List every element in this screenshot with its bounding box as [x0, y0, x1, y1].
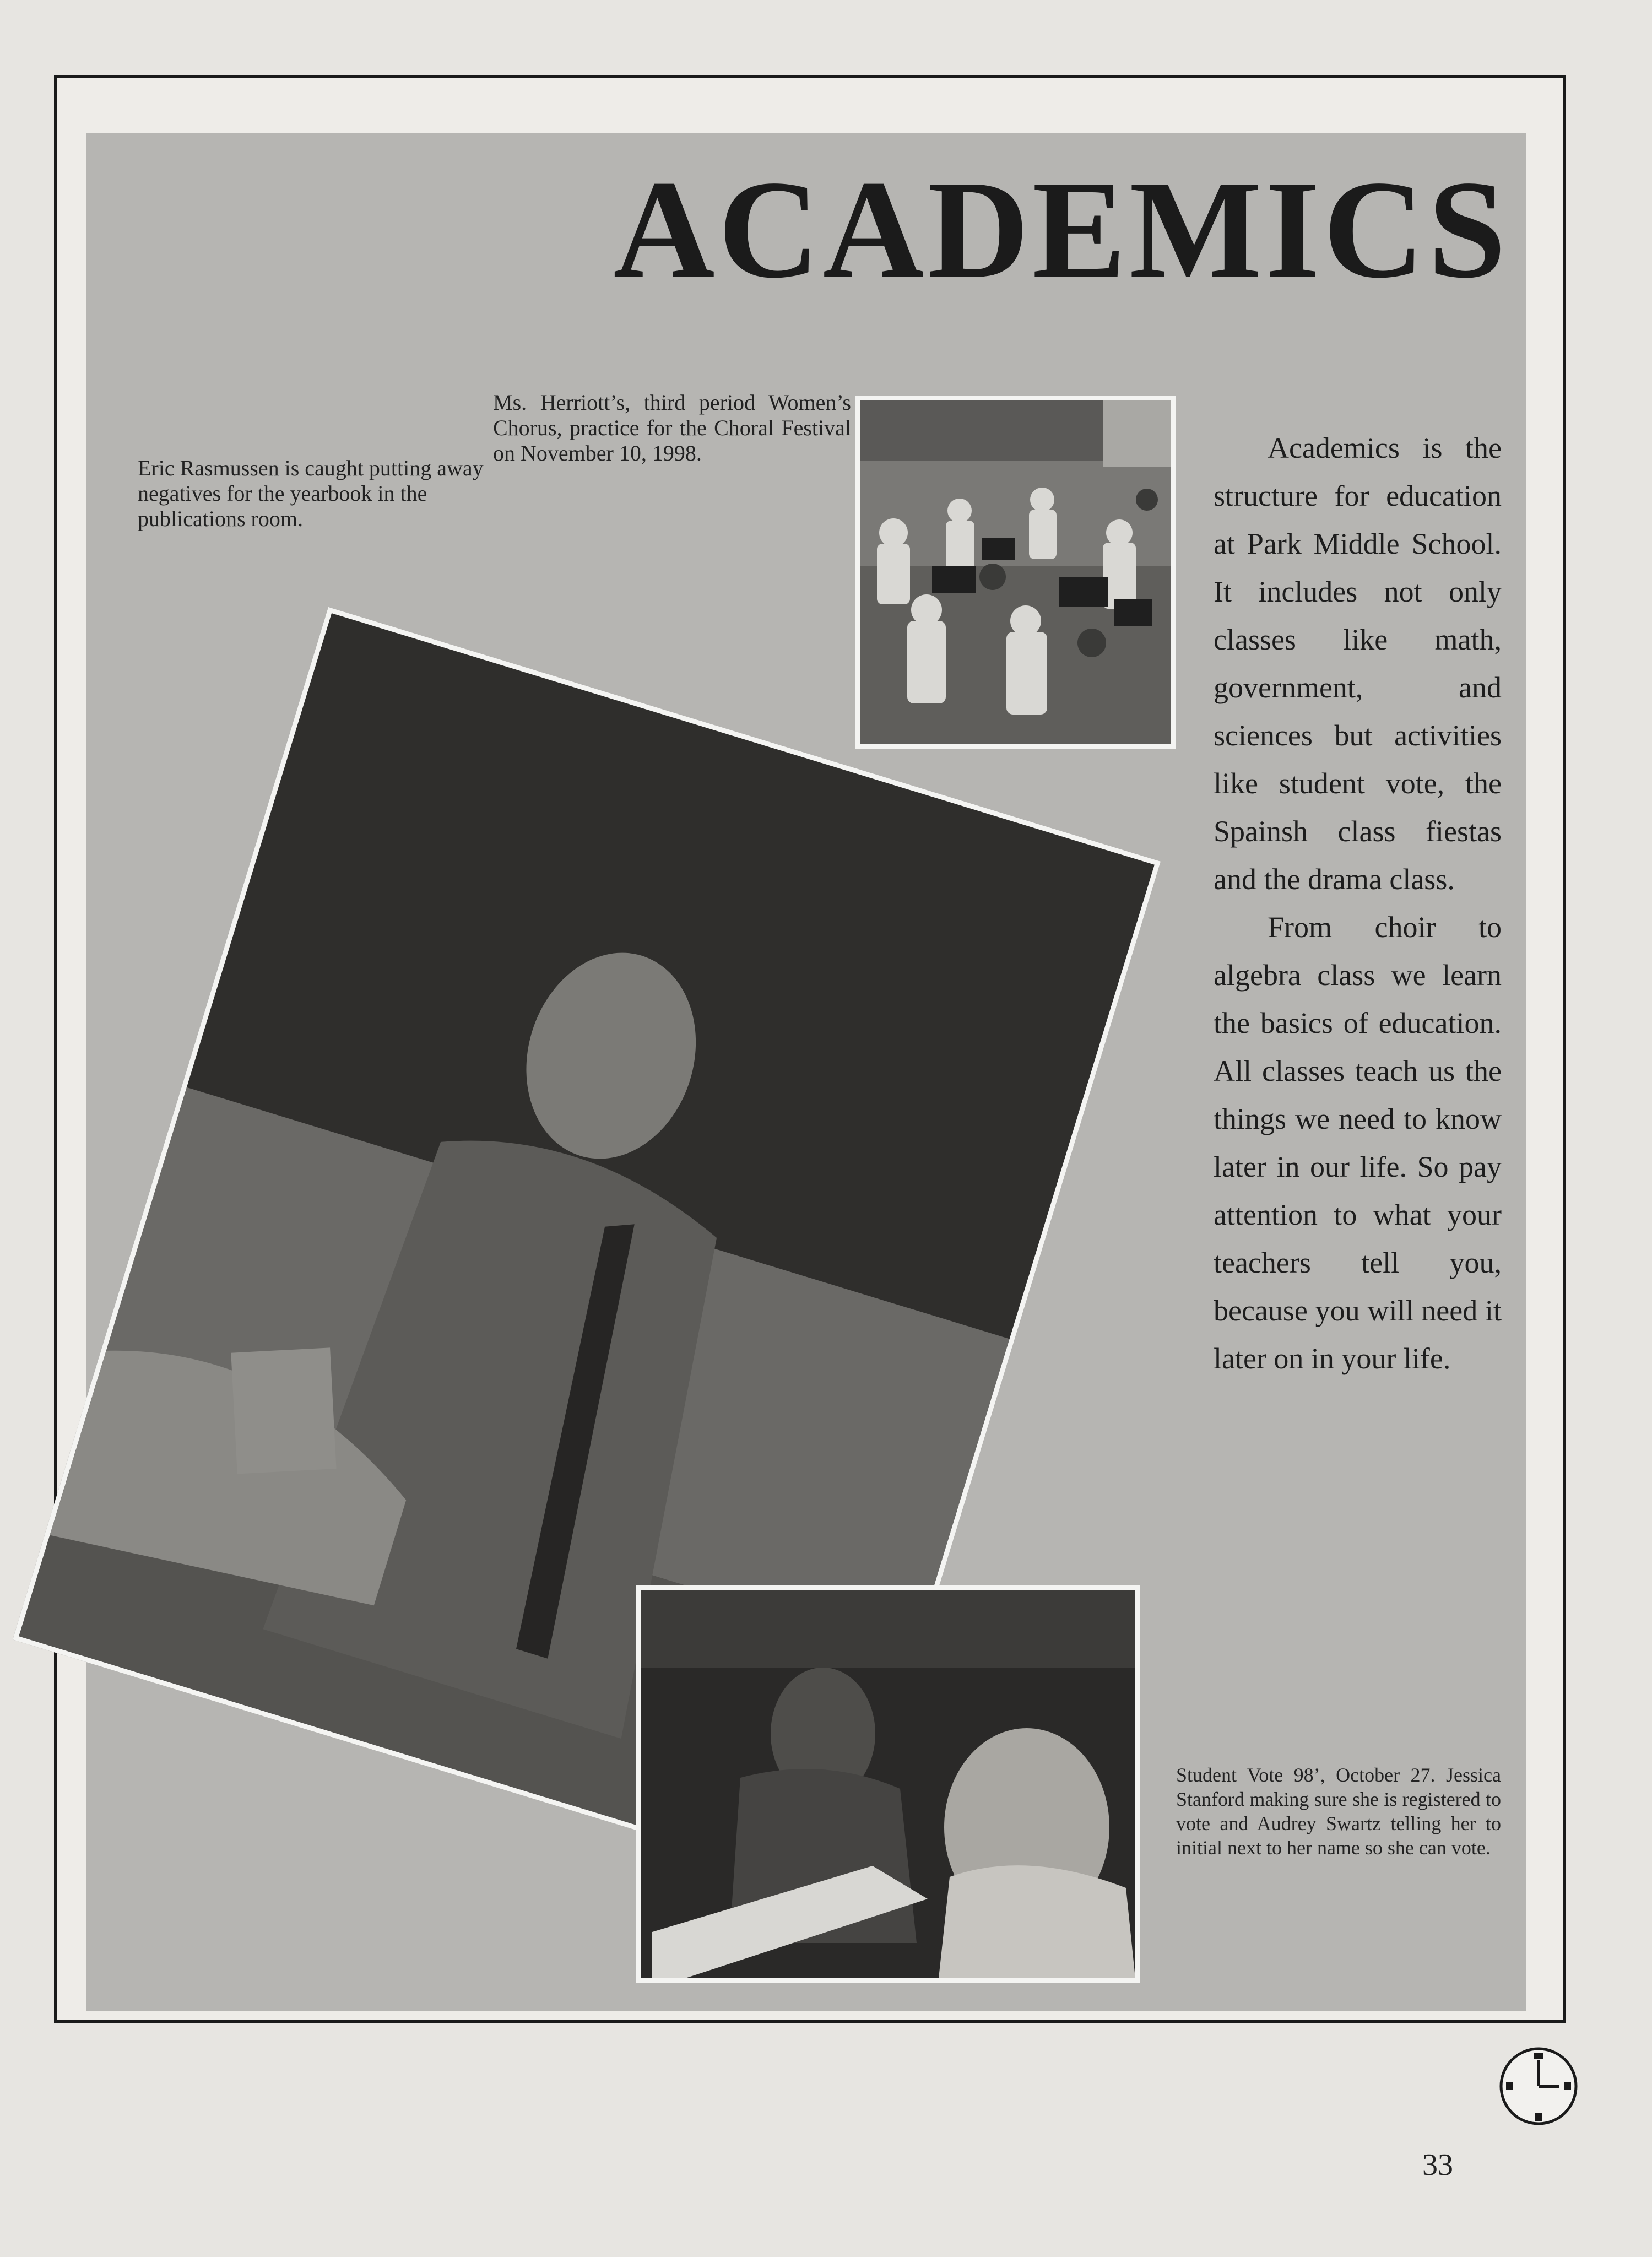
chorus-caption: Ms. Herriott’s, third period Women’s Chorus, practice for the Choral Festival on November 10, 1998.	[493, 390, 851, 466]
eric-caption: Eric Rasmussen is caught putting away negatives for the yearbook in the publications room.	[138, 456, 484, 531]
body-paragraph-1: Academics is the structure for education at Park Middle School. It includes not only classes like math, government, and sciences but activities like student vote, the Spainsh class fiestas and the drama class.	[1214, 431, 1502, 896]
body-paragraph-2: From choir to algebra class we learn the basics of education. All classes teach us the things we need to know later in our life. So pay attention to what your teachers tell you, because you will need it later on in your life.	[1214, 911, 1502, 1375]
body-text	[1214, 424, 1502, 1383]
page-title: ACADEMICS	[613, 152, 1509, 307]
clock-icon	[1497, 2045, 1580, 2128]
chorus-photo	[855, 396, 1176, 749]
page-number: 33	[1422, 2148, 1453, 2182]
vote-caption: Student Vote 98’, October 27. Jessica Stanford making sure she is registered to vote and Audrey Swartz telling her to initial next to her name so she can vote.	[1176, 1764, 1501, 1859]
student-vote-photo	[636, 1585, 1140, 1983]
